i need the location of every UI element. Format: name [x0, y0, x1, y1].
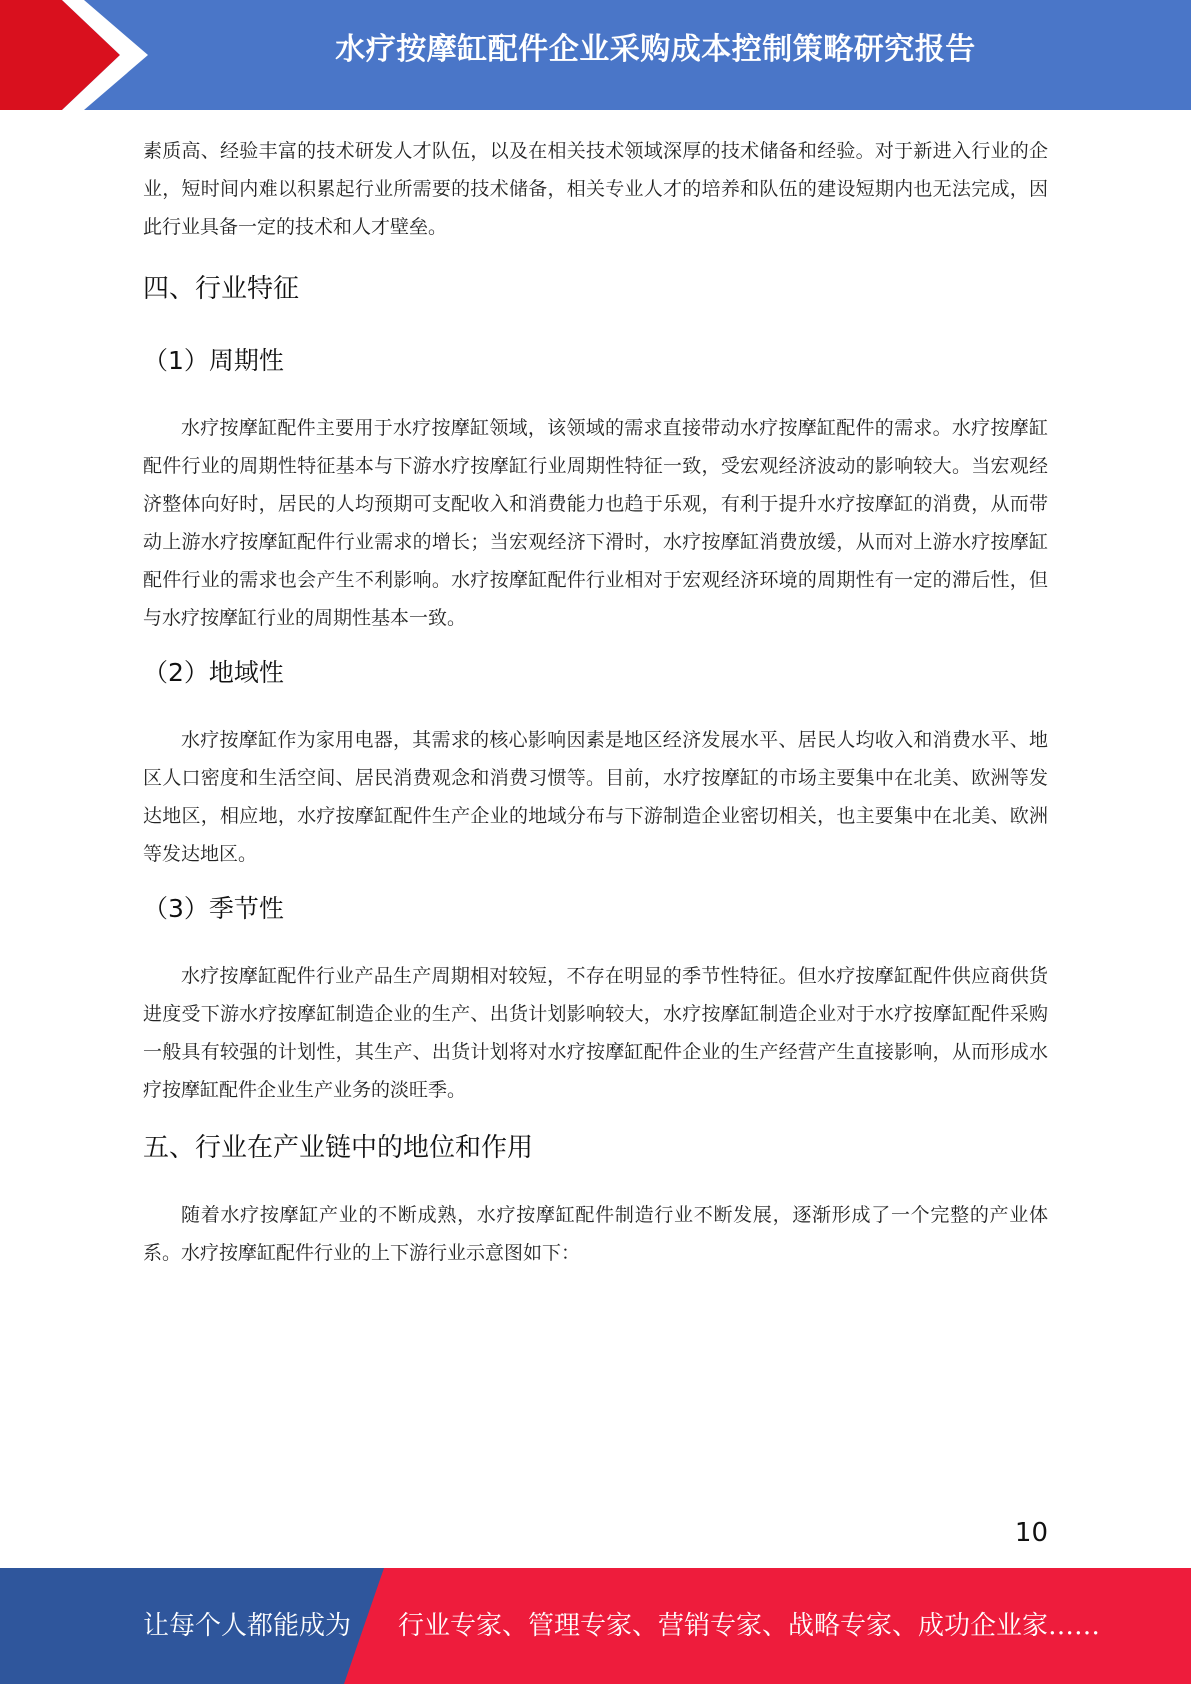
header-chevron-graphic: [0, 0, 160, 110]
subsection-heading-regionality: （2）地域性: [143, 658, 284, 687]
footer-slogan-left: 让每个人都能成为: [143, 1611, 352, 1641]
document-title: 水疗按摩缸配件企业采购成本控制策略研究报告: [335, 32, 976, 67]
page-number: 10: [1014, 1518, 1048, 1548]
page-header: [0, 0, 1191, 110]
section-heading-industry-chain-position: 五、行业在产业链中的地位和作用: [143, 1133, 534, 1163]
subsection-heading-cyclicality: （1）周期性: [143, 346, 284, 375]
page-content: [143, 132, 1048, 1272]
paragraph-seasonality: 水疗按摩缸配件行业产品生产周期相对较短，不存在明显的季节性特征。但水疗按摩缸配件供应商供货进度受下游水疗按摩缸制造企业的生产、出货计划影响较大，水疗按摩缸制造企业对于水疗按摩缸配件采购一般具有较强的计划性，其生产、出货计划将对水疗按摩缸配件企业的生产经营产生直接影响，从而形成水疗按摩缸配件企业生产业务的淡旺季。: [143, 965, 1048, 1101]
paragraph-cyclicality: 水疗按摩缸配件主要用于水疗按摩缸领域，该领域的需求直接带动水疗按摩缸配件的需求。水疗按摩缸配件行业的周期性特征基本与下游水疗按摩缸行业周期性特征一致，受宏观经济波动的影响较大。当宏观经济整体向好时，居民的人均预期可支配收入和消费能力也趋于乐观，有利于提升水疗按摩缸的消费，从而带动上游水疗按摩缸配件行业需求的增长；当宏观经济下滑时，水疗按摩缸消费放缓，从而对上游水疗按摩缸配件行业的需求也会产生不利影响。水疗按摩缸配件行业相对于宏观经济环境的周期性有一定的滞后性，但与水疗按摩缸行业的周期性基本一致。: [143, 417, 1048, 629]
subsection-heading-seasonality: （3）季节性: [143, 894, 284, 923]
paragraph-regionality: 水疗按摩缸作为家用电器，其需求的核心影响因素是地区经济发展水平、居民人均收入和消费水平、地区人口密度和生活空间、居民消费观念和消费习惯等。目前，水疗按摩缸的市场主要集中在北美、欧洲等发达地区，相应地，水疗按摩缸配件生产企业的地域分布与下游制造企业密切相关，也主要集中在北美、欧洲等发达地区。: [143, 729, 1048, 865]
paragraph-industry-chain: 随着水疗按摩缸产业的不断成熟，水疗按摩缸配件制造行业不断发展，逐渐形成了一个完整的产业体系。水疗按摩缸配件行业的上下游行业示意图如下：: [143, 1204, 1048, 1264]
footer-slogan-right: 行业专家、管理专家、营销专家、战略专家、成功企业家……: [398, 1611, 1101, 1641]
intro-paragraph: 素质高、经验丰富的技术研发人才队伍，以及在相关技术领域深厚的技术储备和经验。对于新进入行业的企业，短时间内难以积累起行业所需要的技术储备，相关专业人才的培养和队伍的建设短期内也无法完成，因此行业具备一定的技术和人才壁垒。: [143, 140, 1048, 238]
page-footer: [0, 1568, 1191, 1684]
section-heading-industry-characteristics: 四、行业特征: [143, 274, 300, 304]
